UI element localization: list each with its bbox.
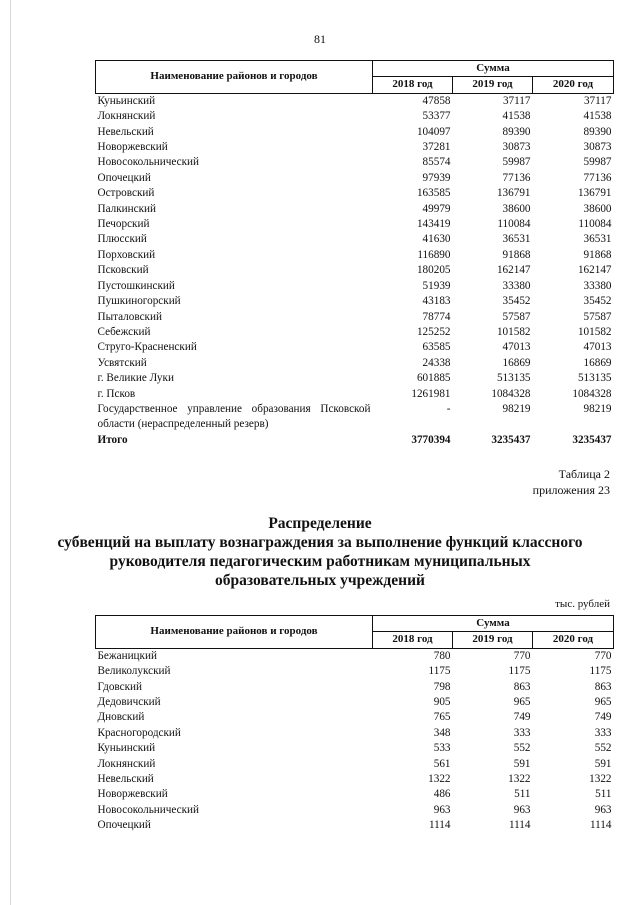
table-row (96, 680, 614, 695)
column-header-name: Наименование районов и городов (96, 61, 373, 94)
table-row (96, 109, 614, 124)
column-header-2018: 2018 год (373, 77, 453, 93)
value-2020-cell: 333 (594, 726, 612, 739)
total-row (96, 433, 614, 448)
column-header-name: Наименование районов и городов (96, 616, 373, 649)
table-caption (533, 466, 610, 498)
table-row (96, 186, 614, 201)
region-name-cell: Псковский (97, 264, 149, 277)
value-2019-cell: 591 (513, 757, 531, 770)
table-row (96, 340, 614, 355)
value-2020-cell: 1084328 (572, 387, 612, 400)
value-2018-cell: 1175 (428, 665, 451, 678)
value-2018-cell: 37281 (422, 141, 451, 154)
value-2018-cell: 163585 (416, 187, 451, 200)
value-2020-cell: 35452 (583, 295, 612, 308)
value-2018-cell: 798 (433, 680, 451, 693)
value-2020-cell: 47013 (583, 341, 612, 354)
region-name-cell: Красногородский (97, 726, 181, 739)
region-name-cell: Усвятский (97, 356, 147, 369)
value-2019-cell: 101582 (496, 325, 531, 338)
table-row (96, 125, 614, 140)
title-line: руководителя педагогическим работникам муниципальных (109, 553, 531, 570)
region-name-cell: г. Великие Луки (97, 372, 174, 385)
value-2019-cell: 162147 (496, 264, 531, 277)
value-2020-cell: 110084 (578, 218, 612, 231)
column-header-sum: Сумма (373, 61, 614, 77)
table-row (96, 757, 614, 772)
table-row (96, 93, 614, 109)
region-name-cell: Дновский (97, 711, 145, 724)
region-name-cell: Куньинский (97, 742, 156, 755)
region-name-cell: Новосокольнический (97, 156, 200, 169)
value-2018-cell: 53377 (422, 110, 451, 123)
value-2019-cell: 552 (513, 742, 531, 755)
title-line: образовательных учреждений (215, 572, 425, 589)
value-2018-cell: 486 (433, 788, 451, 801)
table-row (96, 155, 614, 170)
value-2020-cell: 59987 (583, 156, 612, 169)
region-name-cell: Локнянский (97, 757, 156, 770)
value-2018-cell: 78774 (422, 310, 451, 323)
value-2019-cell: 110084 (497, 218, 531, 231)
table-row (96, 140, 614, 155)
region-name-cell: Великолукский (97, 665, 171, 678)
value-2020-cell: 1175 (589, 665, 612, 678)
value-2018-cell: 905 (433, 696, 451, 709)
region-name-cell: Государственное управление образования Псковской области (нераспределенный резерв) (97, 402, 371, 431)
table-row (96, 279, 614, 294)
value-2019-cell: 136791 (496, 187, 531, 200)
region-name-cell: Невельский (97, 773, 154, 786)
appendix-label: приложения 23 (532, 483, 610, 497)
table-row (96, 741, 614, 756)
region-name-cell: Итого (97, 433, 128, 446)
value-2020-cell: 552 (594, 742, 612, 755)
value-2018-cell: 125252 (416, 325, 451, 338)
value-2019-cell: 38600 (502, 202, 531, 215)
table-row (96, 818, 614, 833)
table-row (96, 402, 614, 433)
region-name-cell: Печорский (97, 218, 150, 231)
region-name-cell: Дедовичский (97, 696, 161, 709)
table-row (96, 664, 614, 679)
table-row (96, 710, 614, 725)
value-2019-cell: 1084328 (491, 387, 531, 400)
value-2018-cell: 143419 (416, 218, 451, 231)
value-2018-cell: 41630 (422, 233, 451, 246)
value-2019-cell: 91868 (502, 248, 531, 261)
value-2018-cell: 1114 (428, 819, 451, 832)
value-2019-cell: 1114 (508, 819, 531, 832)
value-2019-cell: 333 (513, 726, 531, 739)
value-2018-cell: 47858 (422, 94, 451, 107)
value-2020-cell: 37117 (583, 94, 612, 107)
table-row (96, 325, 614, 340)
table-label: Таблица 2 (558, 467, 610, 481)
value-2019-cell: 77136 (502, 171, 531, 184)
region-name-cell: Опочецкий (97, 171, 151, 184)
scan-margin-line (10, 0, 11, 905)
region-name-cell: Порховский (97, 248, 156, 261)
value-2020-cell: 770 (594, 649, 612, 662)
value-2020-cell: 77136 (583, 171, 612, 184)
value-2018-cell: 3770394 (411, 433, 451, 446)
value-2018-cell: 85574 (422, 156, 451, 169)
table-row (96, 387, 614, 402)
table-row (96, 787, 614, 802)
column-header-sum: Сумма (373, 616, 614, 632)
value-2019-cell: 1322 (508, 773, 531, 786)
column-header-2020: 2020 год (533, 632, 614, 648)
region-name-cell: Новосокольнический (97, 803, 200, 816)
region-name-cell: Струго-Красненский (97, 341, 197, 354)
value-2018-cell: 1322 (428, 773, 451, 786)
region-name-cell: Себежский (97, 325, 151, 338)
value-2018-cell: 348 (433, 726, 451, 739)
value-2020-cell: 511 (595, 788, 612, 801)
region-name-cell: Гдовский (97, 680, 143, 693)
value-2019-cell: 770 (513, 649, 531, 662)
table-body (96, 648, 614, 833)
value-2019-cell: 30873 (502, 141, 531, 154)
value-2019-cell: 57587 (502, 310, 531, 323)
value-2019-cell: 965 (513, 696, 531, 709)
value-2020-cell: 965 (594, 696, 612, 709)
region-name-cell: Куньинский (97, 94, 156, 107)
value-2020-cell: 963 (594, 803, 612, 816)
value-2020-cell: 863 (594, 680, 612, 693)
region-name-cell: Бежаницкий (97, 649, 157, 662)
value-2020-cell: 749 (594, 711, 612, 724)
value-2018-cell: 63585 (422, 341, 451, 354)
table-row (96, 171, 614, 186)
value-2018-cell: 51939 (422, 279, 451, 292)
units-label: тыс. рублей (555, 598, 610, 610)
table-row (96, 371, 614, 386)
table-row (96, 772, 614, 787)
value-2020-cell: 101582 (577, 325, 612, 338)
title-line: Распределение (268, 515, 372, 532)
table-row (96, 310, 614, 325)
value-2018-cell: 963 (433, 803, 451, 816)
region-name-cell: Пыталовский (97, 310, 162, 323)
table-row (96, 294, 614, 309)
value-2019-cell: 36531 (502, 233, 531, 246)
subsidy-table-2 (95, 615, 614, 834)
value-2019-cell: 37117 (502, 94, 531, 107)
value-2019-cell: 98219 (502, 402, 531, 415)
subsidy-table-1 (95, 60, 614, 448)
value-2018-cell: 601885 (416, 372, 451, 385)
region-name-cell: Палкинский (97, 202, 157, 215)
value-2020-cell: 30873 (583, 141, 612, 154)
value-2020-cell: 3235437 (572, 433, 612, 446)
table-row (96, 356, 614, 371)
value-2018-cell: 43183 (422, 295, 451, 308)
region-name-cell: Новоржевский (97, 141, 168, 154)
region-name-cell: г. Псков (97, 387, 136, 400)
value-2020-cell: 513135 (577, 372, 612, 385)
value-2019-cell: 963 (513, 803, 531, 816)
region-name-cell: Локнянский (97, 110, 156, 123)
value-2018-cell: 49979 (422, 202, 451, 215)
value-2019-cell: 513135 (496, 372, 531, 385)
value-2018-cell: 104097 (416, 125, 451, 138)
title-line: субвенций на выплату вознаграждения за выполнение функций классного (57, 534, 583, 551)
value-2019-cell: 35452 (502, 295, 531, 308)
value-2020-cell: 98219 (583, 402, 612, 415)
value-2019-cell: 89390 (502, 125, 531, 138)
value-2020-cell: 89390 (583, 125, 612, 138)
value-2019-cell: 511 (514, 788, 531, 801)
value-2019-cell: 863 (513, 680, 531, 693)
value-2019-cell: 16869 (502, 356, 531, 369)
value-2020-cell: 33380 (583, 279, 612, 292)
value-2020-cell: 91868 (583, 248, 612, 261)
table-row (96, 217, 614, 232)
region-name-cell: Пушкиногорский (97, 295, 181, 308)
value-2019-cell: 1175 (508, 665, 531, 678)
value-2020-cell: 591 (594, 757, 612, 770)
value-2020-cell: 1114 (589, 819, 612, 832)
region-name-cell: Плюсский (97, 233, 147, 246)
region-name-cell: Пустошкинский (97, 279, 175, 292)
value-2018-cell: 180205 (416, 264, 451, 277)
value-2020-cell: 136791 (577, 187, 612, 200)
column-header-2018: 2018 год (373, 632, 453, 648)
table-row (96, 726, 614, 741)
value-2018-cell: 765 (433, 711, 451, 724)
value-2019-cell: 33380 (502, 279, 531, 292)
region-name-cell: Островский (97, 187, 155, 200)
table-row (96, 695, 614, 710)
table-row (96, 232, 614, 247)
region-name-cell: Новоржевский (97, 788, 168, 801)
table-row (96, 263, 614, 278)
value-2019-cell: 47013 (502, 341, 531, 354)
document-title (0, 514, 640, 590)
value-2020-cell: 16869 (583, 356, 612, 369)
value-2020-cell: 162147 (577, 264, 612, 277)
value-2018-cell: 116890 (417, 248, 451, 261)
table-body (96, 93, 614, 448)
table-row (96, 248, 614, 263)
region-name-cell: Опочецкий (97, 819, 151, 832)
value-2018-cell: - (446, 402, 451, 415)
value-2019-cell: 59987 (502, 156, 531, 169)
value-2018-cell: 561 (433, 757, 451, 770)
column-header-2019: 2019 год (453, 632, 533, 648)
region-name-cell: Невельский (97, 125, 154, 138)
value-2020-cell: 1322 (589, 773, 612, 786)
value-2020-cell: 41538 (583, 110, 612, 123)
value-2018-cell: 1261981 (411, 387, 451, 400)
value-2018-cell: 780 (433, 649, 451, 662)
value-2018-cell: 533 (433, 742, 451, 755)
column-header-2020: 2020 год (533, 77, 614, 93)
value-2018-cell: 24338 (422, 356, 451, 369)
table-row (96, 803, 614, 818)
value-2020-cell: 57587 (583, 310, 612, 323)
page-number: 81 (314, 32, 326, 46)
value-2019-cell: 41538 (502, 110, 531, 123)
value-2019-cell: 3235437 (491, 433, 531, 446)
table-row (96, 648, 614, 664)
value-2020-cell: 38600 (583, 202, 612, 215)
column-header-2019: 2019 год (453, 77, 533, 93)
value-2019-cell: 749 (513, 711, 531, 724)
value-2018-cell: 97939 (422, 171, 451, 184)
table-row (96, 202, 614, 217)
value-2020-cell: 36531 (583, 233, 612, 246)
